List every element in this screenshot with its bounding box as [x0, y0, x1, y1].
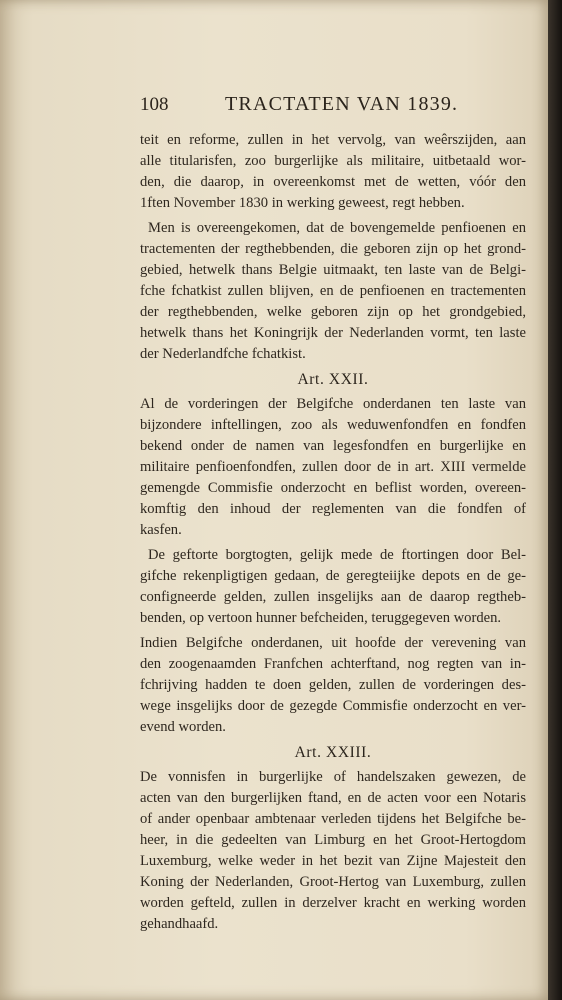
- running-title: TRACTATEN VAN 1839.: [225, 93, 459, 115]
- text-line: fchrijving hadden te doen gelden, zullen de vorderingen des-: [140, 677, 526, 693]
- text-line: heer, in die gedeelten van Limburg en het Groot-Hertogdom: [140, 832, 526, 848]
- text-line: kasfen.: [140, 522, 182, 538]
- text-line: gemengde Commisfie onderzocht en beflist worden, overeen-: [140, 480, 526, 496]
- page-body: [140, 130, 526, 939]
- text-line: evend worden.: [140, 719, 226, 735]
- text-line: teit en reforme, zullen in het vervolg, van weêrszijden, aan: [140, 132, 526, 148]
- text-line: komftig den inhoud der reglementen van die fondfen of: [140, 501, 526, 517]
- paragraph-arrears: [140, 633, 526, 738]
- text-line: wege insgelijks door de gezegde Commisfie onderzocht en ver-: [140, 698, 526, 714]
- text-line: alle titularisfen, zoo burgerlijke als militaire, uitbetaald wor-: [140, 153, 526, 169]
- paragraph-continuation: [140, 130, 526, 214]
- paragraph-judgments: [140, 767, 526, 935]
- text-line: bekend onder de namen van legesfondfen en burgerlijke en: [140, 438, 526, 454]
- paragraph-claims: [140, 394, 526, 541]
- text-line: De vonnisfen in burgerlijke of handelszaken gewezen, de: [140, 769, 526, 785]
- page-edge-shadow: [548, 0, 562, 1000]
- text-line: den, die daarop, in overeenkomst met de wetten, vóór den: [140, 174, 526, 190]
- article-heading-xxii: Art. XXII.: [297, 371, 369, 388]
- text-line: Men is overeengekomen, dat de bovengemelde penfioenen en: [148, 220, 526, 236]
- text-line: 1ften November 1830 in werking geweest, regt hebben.: [140, 195, 465, 211]
- text-line: configneerde gelden, zullen insgelijks aan de daarop regthеb-: [140, 589, 526, 605]
- text-line: worden gefteld, zullen in derzelver kracht en werking worden: [140, 895, 526, 911]
- text-line: benden, op vertoon hunner befcheiden, teruggegeven worden.: [140, 610, 502, 626]
- text-line: Luxemburg, welke weder in het bezit van Zijne Majesteit den: [140, 853, 526, 869]
- paragraph-pensions: [140, 218, 526, 365]
- text-line: gehandhaafd.: [140, 916, 219, 932]
- text-line: gifche rekenpligtigen gedaan, de geregteiijke depots en de ge-: [140, 568, 526, 584]
- text-line: Koning der Nederlanden, Groot-Hertog van Luxemburg, zullen: [140, 874, 526, 890]
- text-line: Al de vorderingen der Belgifche onderdanen ten laste van: [140, 396, 526, 412]
- text-line: Indien Belgifche onderdanen, uit hoofde der verevening van: [140, 635, 526, 651]
- paragraph-deposits: [140, 545, 526, 629]
- text-line: militaire penfioenfondfen, zullen door de in art. XIII vermelde: [140, 459, 526, 475]
- text-line: bijzondere inftellingen, zoo als weduwenfondfen en fondfen: [140, 417, 526, 433]
- text-line: De geftorte borgtogten, gelijk mede de ftortingen door Bel-: [148, 547, 526, 563]
- text-line: tractementen der regthebbenden, die geboren zijn op het grond-: [140, 241, 526, 257]
- text-line: der regthebbenden, welke geboren zijn op het grondgebied,: [140, 304, 526, 320]
- text-line: fche fchatkist zullen blijven, en de penfioenen en tractementen: [140, 283, 526, 299]
- text-line: of ander openbaar ambtenaar verleden tijdens het Belgifche be-: [140, 811, 526, 827]
- text-line: hetwelk thans het Koningrijk der Nederlanden vormt, ten laste: [140, 325, 526, 341]
- text-line: der Nederlandfche fchatkist.: [140, 346, 306, 362]
- text-line: acten van den burgerlijken ftand, en de acten voor een Notaris: [140, 790, 526, 806]
- text-line: den zoogenaamden Franfchen achterftand, nog regten van in-: [140, 656, 526, 672]
- page-header: [140, 92, 526, 120]
- page-number: 108: [140, 94, 169, 115]
- text-line: gebied, hetwelk thans Belgie uitmaakt, ten laste van de Belgi-: [140, 262, 526, 278]
- article-heading-xxiii: Art. XXIII.: [294, 744, 372, 761]
